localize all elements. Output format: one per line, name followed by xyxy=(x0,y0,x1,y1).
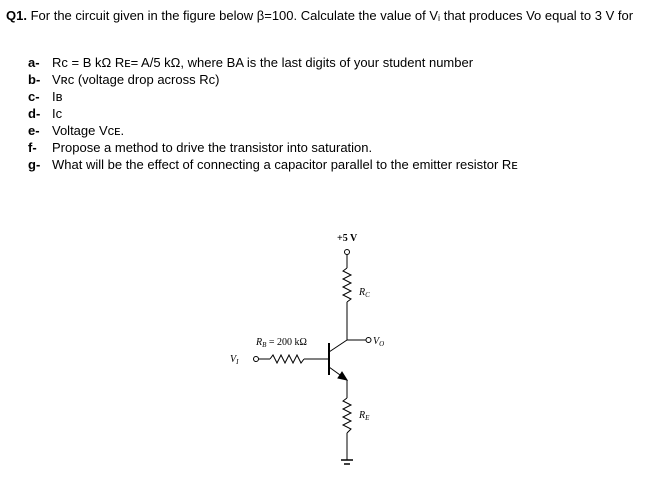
re-label: $R_E$ xyxy=(359,410,370,422)
item-g: g- What will be the effect of connecting a capacitor parallel to the emitter resistor Rᴇ xyxy=(28,157,518,172)
rb-label: $R_B = 200$ kΩ xyxy=(256,337,307,349)
supply-label: +5 V xyxy=(337,233,358,244)
item-f: f- Propose a method to drive the transistor into saturation. xyxy=(28,140,373,155)
item-d: d- Iᴄ xyxy=(28,106,63,121)
vo-terminal xyxy=(366,338,371,343)
question-body: For the circuit given in the figure below β=100. Calculate the value of Vᵢ that produces Vo equal to 3 V for xyxy=(30,8,634,23)
rc-resistor xyxy=(343,268,351,302)
item-a: a- Rᴄ = B kΩ Rᴇ= A/5 kΩ, where BA is the last digits of your student number xyxy=(28,55,474,70)
vi-terminal xyxy=(254,357,259,362)
supply-terminal xyxy=(345,250,350,255)
item-e: e- Voltage Vᴄᴇ. xyxy=(28,123,125,138)
question-number: Q1. xyxy=(6,8,27,23)
item-c: c- Iʙ xyxy=(28,89,63,104)
vo-label: $V_O$ xyxy=(373,336,385,348)
emitter-arrow xyxy=(338,372,347,380)
item-b: b- Vʀᴄ (voltage drop across Rᴄ) xyxy=(28,72,220,87)
rb-resistor xyxy=(270,355,304,363)
rc-label: $R_C$ xyxy=(359,287,370,299)
re-resistor xyxy=(343,398,351,433)
vi-label: $V_I$ xyxy=(230,354,239,366)
